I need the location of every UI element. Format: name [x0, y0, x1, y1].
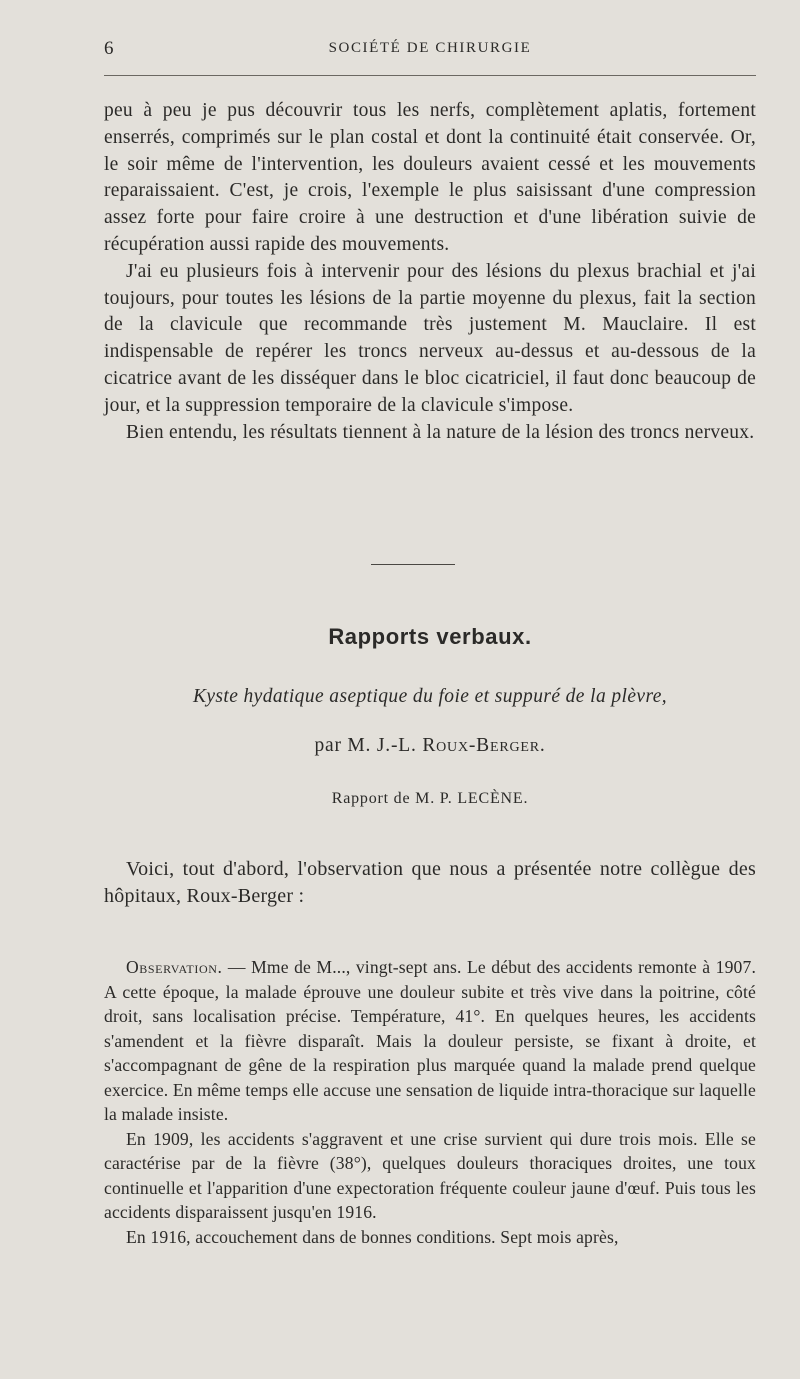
author-name: Roux-Berger. [422, 735, 546, 756]
page-header [104, 38, 756, 62]
paragraph-results: Bien entendu, les résultats tiennent à la nature de la lésion des troncs nerveux. [126, 421, 755, 443]
header-rule [104, 75, 756, 76]
running-head: SOCIÉTÉ DE CHIRURGIE [328, 40, 532, 56]
observation-paragraph-1909: En 1909, les accidents s'aggravent et une crise survient qui dure trois mois. Elle se caractérise par de la fièvre (38°), quelques douleurs thoraciques droites, une toux continuelle et l'apparition d'une expectoration fréquente couleur jaune d'œuf. Puis tous les accidents disparaissent jusqu'en 1916. [104, 1128, 756, 1222]
intro-paragraph: Voici, tout d'abord, l'observation que nous a présentée notre collègue des hôpitaux, Roux-Berger : [104, 858, 756, 907]
author-prefix: par M. J.-L. [314, 735, 417, 756]
paragraph-continued: peu à peu je pus découvrir tous les nerfs, complètement aplatis, fortement enserrés, comprimés sur le plan costal et dont la continuité était conservée. Or, le soir même de l'intervention, les douleurs avaient cessé et les mouvements reparaissaient. C'est, je crois, l'exemple le plus saisissant d'une compression assez forte pour faire croire à une destruction et d'une libération suivie de récupération aussi rapide des mouvements. [104, 100, 756, 255]
continued-text-block [104, 98, 756, 446]
observation-paragraph [104, 955, 756, 1127]
observation-paragraph-1916: En 1916, accouchement dans de bonnes conditions. Sept mois après, [126, 1226, 619, 1247]
observation-label: Observation. [126, 957, 223, 977]
section-title: Rapports verbaux. [328, 624, 532, 649]
page-number: 6 [104, 38, 115, 59]
paragraph-plexus: J'ai eu plusieurs fois à intervenir pour des lésions du plexus brachial et j'ai toujours, pour toutes les lésions de la partie moyenne du plexus, fait la section de la clavicule que recommande très justement M. Mauclaire. Il est indispensable de repérer les troncs nerveux au-dessus et au-dessous de la cicatrice avant de les disséquer dans le bloc cicatriciel, il faut donc beaucoup de jour, et la suppression temporaire de la clavicule s'impose. [104, 260, 756, 416]
article-author [104, 735, 756, 757]
article-title: Kyste hydatique aseptique du foie et suppuré de la plèvre, [192, 686, 668, 707]
section-separator [371, 564, 455, 565]
observation-first-text: — Mme de M..., vingt-sept ans. Le début des accidents remonte à 1907. A cette époque, la malade éprouve une douleur subite et très vive dans la poitrine, côté droit, sans localisation précise. Température, 41°. En quelques heures, les accidents s'amendent et la fièvre disparaît. Mais la douleur persiste, se fixant à droite, et s'accompagnant de gêne de la respiration plus marquée quand la malade prend quelque exercice. En même temps elle accuse une sensation de liquide intra-thoracique sur laquelle la malade insiste. [104, 957, 756, 1124]
rapport-line: Rapport de M. P. LECÈNE. [331, 790, 529, 807]
intro-block [104, 856, 756, 910]
observation-block [104, 955, 756, 1249]
